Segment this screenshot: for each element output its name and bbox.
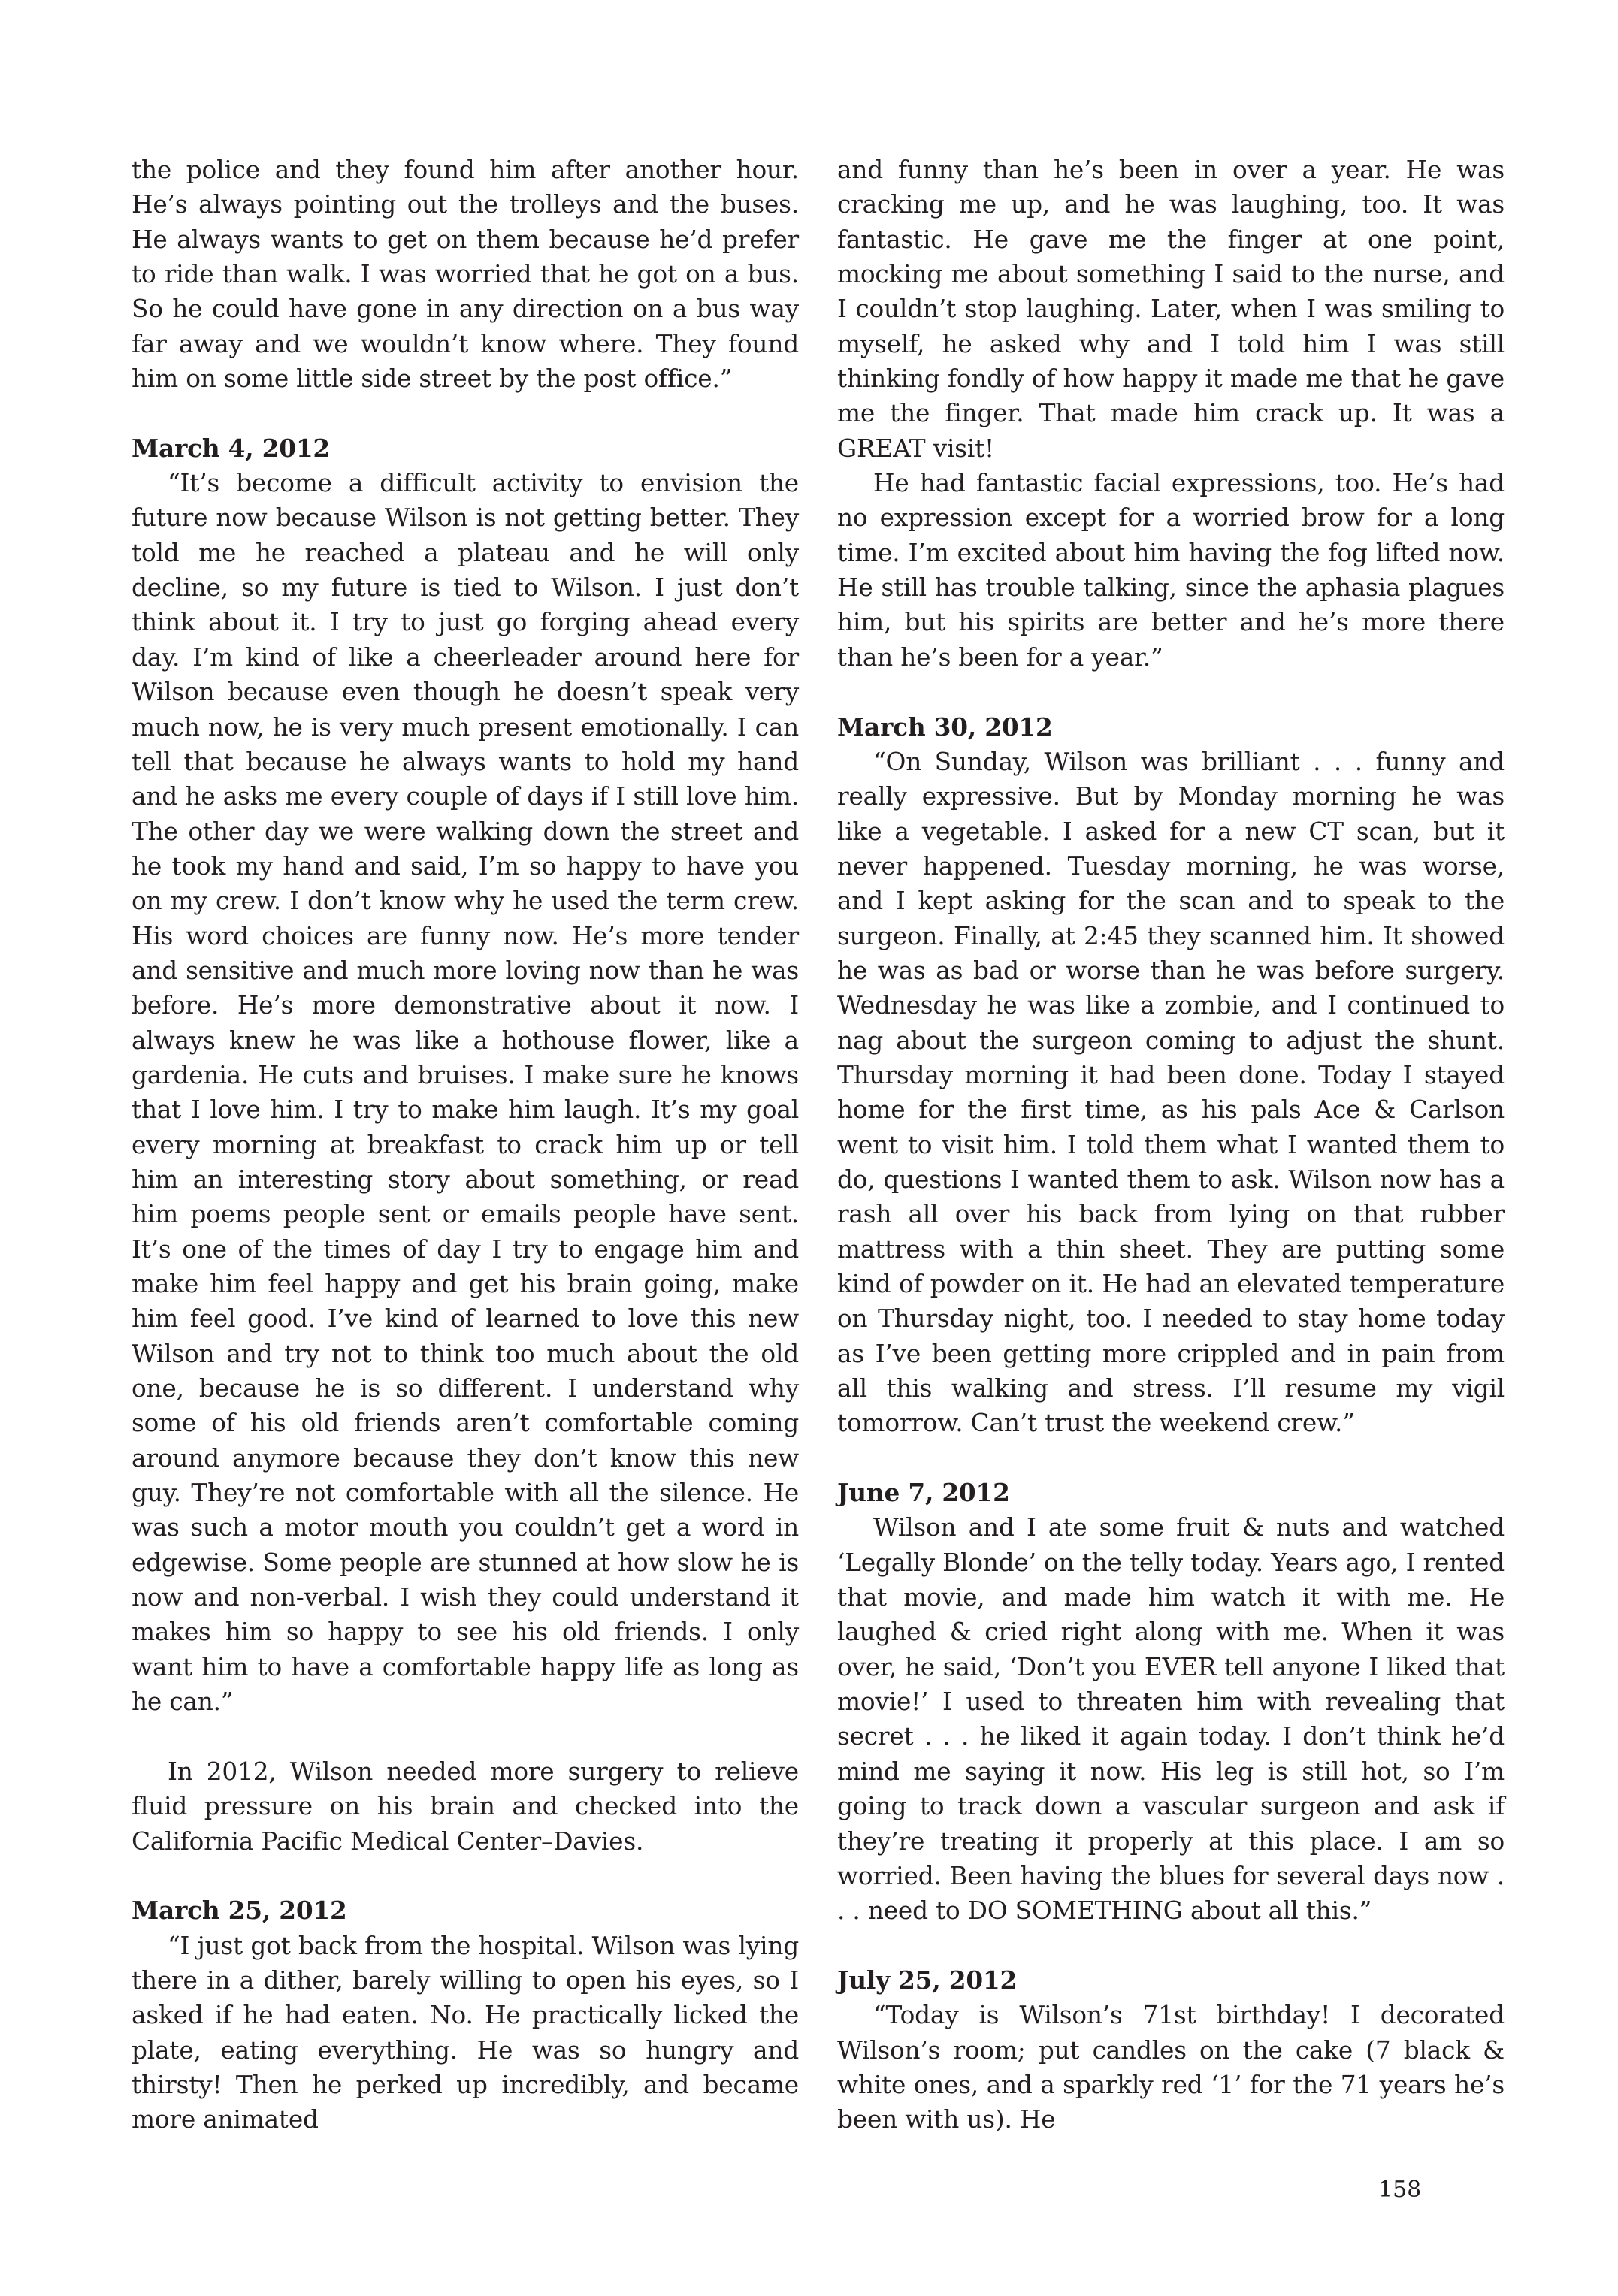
paragraph: and funny than he’s been in over a year. He was cracking me up, and he was laughing, too. It was fantastic. He gave me the finger at one point, mocking me about something I said to the nurse, and I couldn’t stop laughing. Later, when I was smiling to myself, he asked why and I told him I was still thinking fondly of how happy it made me that he gave me the finger. That made him crack up. It was a GREAT visit! (837, 156, 1505, 463)
entry-date-heading: March 25, 2012 (132, 1896, 347, 1926)
spacer (837, 1929, 1505, 1963)
entry-date-heading: June 7, 2012 (837, 1478, 1010, 1508)
paragraph: Wilson and I ate some fruit & nuts and watched ‘Legally Blonde’ on the telly today. Years ago, I rented that movie, and made him watch it with me. He laughed & cried right along with me. When it was over, he said, ‘Don’t you EVER tell anyone I liked that movie!’ I used to threaten him with revealing that secret . . . he liked it again today. I don’t think he’d mind me saying it now. His leg is still hot, so I’m going to track down a vascular surgeon and ask if they’re treating it properly at this place. I am so worried. Been having the blues for several days now . . . need to DO SOMETHING about all this.” (837, 1513, 1505, 1926)
spacer (132, 1719, 799, 1754)
paragraph: “It’s become a difficult activity to envision the future now because Wilson is not getting better. They told me he reached a plateau and he will only decline, so my future is tied to Wilson. I just don’t think about it. I try to just go forging ahead every day. I’m kind of like a cheerleader around here for Wilson because even though he doesn’t speak very much now, he is very much present emotionally. I can tell that because he always wants to hold my hand and he asks me every couple of days if I still love him. The other day we were walking down the street and he took my hand and said, I’m so happy to have you on my crew. I don’t know why he used the term crew. His word choices are funny now. He’s more tender and sensitive and much more loving now than he was before. He’s more demonstrative about it now. I always knew he was like a hothouse flower, like a gardenia. He cuts and bruises. I make sure he knows that I love him. I try to make him laugh. It’s my goal every morning at breakfast to crack him up or tell him an interesting story about something, or read him poems people sent or emails people have sent. It’s one of the times of day I try to engage him and make him feel happy and get his brain going, make him feel good. I’ve kind of learned to love this new Wilson and try not to think too much about the old one, because he is so different. I understand why some of his old friends aren’t comfortable coming around anymore because they don’t know this new guy. They’re not comfortable with all the silence. He was such a motor mouth you couldn’t get a word in edgewise. Some people are stunned at how slow he is now and non-verbal. I wish they could understand it makes him so happy to see his old friends. I only want him to have a comfortable happy life as long as he can.” (132, 469, 799, 1717)
left-column (132, 153, 799, 2137)
entry-date-heading: July 25, 2012 (837, 1965, 1018, 1995)
spacer (837, 1441, 1505, 1476)
entry-date-heading: March 4, 2012 (132, 433, 331, 463)
entry-date-heading: March 30, 2012 (837, 711, 1053, 742)
page-number: 158 (1378, 2177, 1422, 2203)
paragraph: “On Sunday, Wilson was brilliant . . . funny and really expressive. But by Monday morning he was like a vegetable. I asked for a new CT scan, but it never happened. Tuesday morning, he was worse, and I kept asking for the scan and to speak to the surgeon. Finally, at 2:45 they scanned him. It showed he was as bad or worse than he was before surgery. Wednesday he was like a zombie, and I continued to nag about the surgeon coming to adjust the shunt. Thursday morning it had been done. Today I stayed home for the first time, as his pals Ace & Carlson went to visit him. I told them what I wanted them to do, questions I wanted them to ask. Wilson now has a rash all over his back from lying on that rubber mattress with a thin sheet. They are putting some kind of powder on it. He had an elevated temperature on Thursday night, too. I needed to stay home today as I’ve been getting more crippled and in pain from all this walking and stress. I’ll resume my vigil tomorrow. Can’t trust the weekend crew.” (837, 747, 1505, 1438)
spacer (132, 1859, 799, 1893)
paragraph: “I just got back from the hospital. Wilson was lying there in a dither, barely willing to open his eyes, so I asked if he had eaten. No. He practically licked the plate, eating everything. He was so hungry and thirsty! Then he perked up incredibly, and became more animated (132, 1931, 799, 2134)
paragraph: “Today is Wilson’s 71st birthday! I decorated Wilson’s room; put candles on the cake (7 black & white ones, and a sparkly red ‘1’ for the 71 years he’s been with us). He (837, 2001, 1505, 2134)
right-column (837, 153, 1505, 2137)
paragraph: In 2012, Wilson needed more surgery to relieve fluid pressure on his brain and checked into the California Pacific Medical Center–Davies. (132, 1757, 799, 1856)
paragraph: He had fantastic facial expressions, too. He’s had no expression except for a worried brow for a long time. I’m excited about him having the fog lifted now. He still has trouble talking, since the aphasia plagues him, but his spirits are better and he’s more there than he’s been for a year.” (837, 469, 1505, 672)
paragraph: the police and they found him after another hour. He’s always pointing out the trolleys and the buses. He always wants to get on them because he’d prefer to ride than walk. I was worried that he got on a bus. So he could have gone in any direction on a bus way far away and we wouldn’t know where. They found him on some little side street by the post office.” (132, 156, 799, 394)
spacer (132, 396, 799, 430)
spacer (837, 675, 1505, 709)
